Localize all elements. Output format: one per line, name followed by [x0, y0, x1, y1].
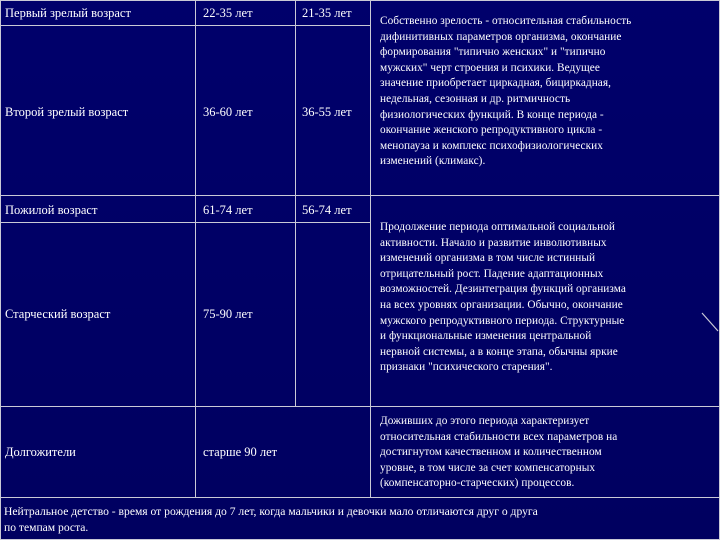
- description-line: уровне, в том числе за счет компенсаторных: [380, 461, 596, 474]
- table-row-2-male-age: 36-55 лет: [302, 105, 352, 119]
- description-elderly-period: [380, 220, 626, 376]
- description-line: физиологических функций. В конце периода -: [380, 108, 604, 121]
- table-row-1-male-age: 21-35 лет: [302, 6, 352, 20]
- table-row-3-female-age: 61-74 лет: [203, 203, 253, 217]
- description-line: значение приобретает циркадная, бициркадная,: [380, 77, 611, 90]
- column-divider-1: [195, 0, 196, 497]
- description-line: Продолжение периода оптимальной социальной: [380, 221, 615, 233]
- description-long-livers: [380, 414, 617, 492]
- description-line: отрицательный рост. Падение адаптационных: [380, 267, 604, 280]
- description-line: Доживших до этого периода характеризует: [380, 415, 590, 427]
- description-line: недельная, сезонная и др. ритмичность: [380, 92, 571, 105]
- row-divider-4: [0, 406, 720, 407]
- table-row-5-female-age: старше 90 лет: [203, 445, 278, 459]
- description-line: достигнутом качественном и количественном: [380, 446, 602, 459]
- description-line: дифинитивных параметров организма, окончание: [380, 30, 622, 43]
- description-mature-period: [380, 14, 631, 170]
- row-divider-1: [0, 25, 370, 26]
- table-row-4-name: Старческий возраст: [5, 307, 111, 321]
- description-line: признаки "психического старения".: [380, 361, 553, 374]
- table-row-3-male-age: 56-74 лет: [302, 203, 352, 217]
- decorative-stroke-icon: [700, 311, 720, 333]
- table-row-1-female-age: 22-35 лет: [203, 6, 253, 20]
- table-row-2-female-age: 36-60 лет: [203, 105, 253, 119]
- description-line: менопауза и комплекс психофизиологических: [380, 139, 603, 152]
- description-line: на всех уровнях организации. Обычно, окончание: [380, 298, 623, 311]
- table-border-left: [0, 0, 1, 540]
- description-line: возможностей. Дезинтеграция функций организма: [380, 283, 626, 296]
- description-line: относительная стабильности всех параметров на: [380, 430, 618, 443]
- footer-line: по темпам роста.: [4, 521, 89, 534]
- row-divider-5: [0, 497, 720, 498]
- description-line: и функциональные изменения центральной: [380, 330, 592, 343]
- column-divider-3: [370, 0, 371, 497]
- footer-line: Нейтральное детство - время от рождения до 7 лет, когда мальчики и девочки мало отличаются друг о друга: [4, 505, 538, 518]
- table-row-5-name: Долгожители: [5, 445, 76, 459]
- description-line: Собственно зрелость - относительная стабильность: [380, 15, 632, 27]
- row-divider-2: [0, 195, 720, 196]
- description-line: (компенсаторно-старческих) процессов.: [380, 477, 575, 490]
- table-border-top: [0, 0, 720, 1]
- table-row-1-name: Первый зрелый возраст: [5, 6, 131, 20]
- row-divider-3: [0, 222, 370, 223]
- description-line: мужского репродуктивного периода. Структурные: [380, 314, 625, 327]
- description-line: формирования "типично женских" и "типично: [380, 46, 606, 59]
- table-row-3-name: Пожилой возраст: [5, 203, 98, 217]
- description-line: мужских" черт строения и психики. Ведущее: [380, 61, 600, 74]
- description-line: изменений (климакс).: [380, 155, 486, 168]
- description-line: активности. Начало и развитие инволютивных: [380, 236, 607, 249]
- table-row-2-name: Второй зрелый возраст: [5, 105, 129, 119]
- footer-note: [4, 504, 716, 536]
- table-row-4-female-age: 75-90 лет: [203, 307, 253, 321]
- description-line: изменений организма в том числе истинный: [380, 252, 596, 265]
- column-divider-2: [295, 0, 296, 406]
- description-line: окончание женского репродуктивного цикла -: [380, 124, 603, 137]
- description-line: нервной системы, а в конце этапа, обычны яркие: [380, 345, 618, 358]
